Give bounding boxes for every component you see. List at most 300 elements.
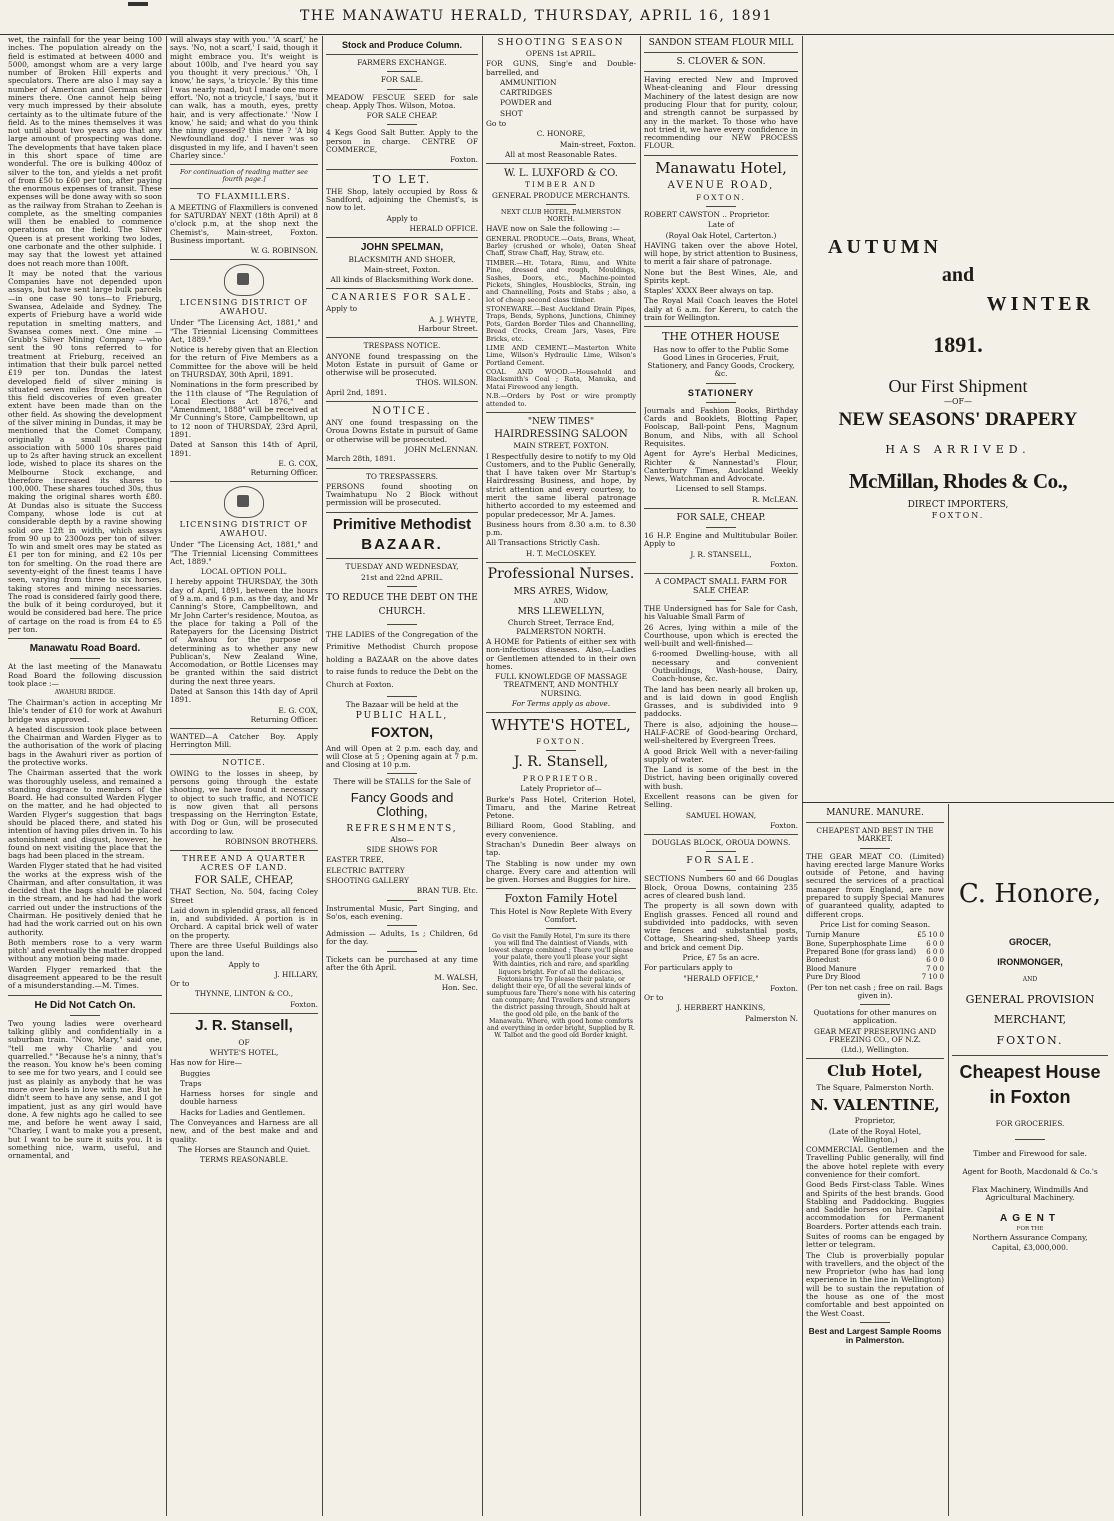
masthead — [0, 0, 1114, 35]
ad-subheading: MAIN STREET, FOXTON. — [513, 441, 609, 451]
ad-text: THE Undersigned has for Sale for Cash, his Valuable Small Farm of — [644, 604, 798, 622]
ad-title: W. L. LUXFORD & CO. — [504, 168, 618, 180]
ad-subheading: HAS ARRIVED. — [885, 443, 1031, 457]
divider — [387, 696, 417, 697]
ad-text: Agent for Booth, Macdonald & Co.'s — [962, 1166, 1098, 1176]
column-6 — [806, 806, 944, 1516]
ad-text: —OF— — [943, 396, 973, 406]
column-rule — [802, 36, 803, 1516]
ad-signature: H. T. McCLOSKEY. — [525, 548, 597, 558]
list-item: ELECTRIC BATTERY — [326, 865, 405, 875]
divider — [8, 995, 162, 996]
ad-text: Laid down in splendid grass, all fenced in, and subdivided. A portion is in Orchard. A capital brick well of water on the property. — [170, 905, 318, 940]
ad-signature: W. G. ROBINSON. — [250, 246, 318, 256]
ad-text: OF — [238, 1037, 250, 1047]
ad-title: FOXTON, — [371, 723, 433, 740]
ad-text: SECTIONS Numbers 60 and 66 Douglas Block, Oroua Downs, containing 235 acres of cleared bush land. — [644, 874, 798, 900]
divider — [546, 204, 576, 205]
ad-text: AND — [1022, 976, 1038, 984]
ad-text: MEADOW FESCUE SEED for sale cheap. Apply Thos. Wilson, Motoa. — [326, 92, 478, 110]
divider — [486, 712, 636, 713]
ad-text: 16 H.P. Engine and Multitubular Boiler. Apply to — [644, 531, 798, 549]
price-row — [806, 956, 944, 964]
ad-title: Manawatu Hotel, — [655, 158, 787, 177]
ad-text: COMMERCIAL Gentlemen and the Travelling Public generally, will find the above hotel replete with every convenience for their comfort. — [806, 1145, 944, 1180]
ad-text: Capital, £3,000,000. — [991, 1243, 1069, 1253]
ad-text: Admission — Adults, 1s ; Children, 6d for the day. — [326, 929, 478, 947]
divider — [644, 573, 798, 574]
price-row — [806, 973, 944, 981]
list-item: BRAN TUB. Etc. — [416, 886, 478, 896]
ad-text: COAL AND WOOD.—Household and Blacksmith's Coal ; Rata, Manuka, and Matai Firewood any length. — [486, 368, 636, 391]
ad-text: Has now to offer to the Public Some Good Lines in Groceries, Fruit, Stationery, and Fancy Goods, Crockery, &c. — [647, 344, 795, 379]
ad-title: J. R. Stansell, — [513, 754, 609, 771]
ad-text: Suites of rooms can be engaged by letter or telegram. — [806, 1232, 944, 1250]
ad-title: and — [941, 264, 975, 287]
article-text: will always stay with you.' 'A scarf,' he says. 'No, not a scarf,' I said, though it might embrace you. It's weight is about 100lb, and I've heard you say you thought it very precious.' 'Oh, I know,' he says, 'a tricycle.' By this time I was nearly mad, but I made one more effort. 'No, not a tricycle,' I says, 'but it can walk, has a mouth, eyes, pretty hair, and is very affectionate.' 'Now I know,' he said; and what do you think the ninny guessed? this time ? 'A big Newfoundland dog.' I never was so disgusted in my life, and I haven't seen Charley since.' — [170, 36, 318, 160]
ad-subheading: FOR SALE CHEAP. — [366, 111, 438, 121]
article-text: Two young ladies were overheard talking glibly and confidentially in a suburban train. "Now, Mary," said one, "tell me why Charlie and you quarrelled." "Because he's a ninny, that's the reason. You know he's been coming to see me for two years, and I could see just as plainly as anybody that he was more over heels in love with me. But he didn't seem to have any sense, and I got impatient, just as any girl would have done. A few nights ago he called to see me, and before he went away I said, "Charley, I want to make you a present, but I want to be sure it suits you. It is something nice, warm, useful, and ornamental, and — [8, 1018, 162, 1161]
divider — [860, 848, 890, 849]
ad-title: Fancy Goods and Clothing, — [350, 789, 454, 820]
divider — [326, 401, 478, 402]
ad-text: The Horses are Staunch and Quiet. — [177, 1144, 311, 1154]
ad-text: N.B.—Orders by Post or wire promptly attended to. — [486, 392, 636, 408]
ad-subheading: PUBLIC HALL, — [355, 710, 449, 721]
ad-text: Notice is hereby given that an Election for the return of Five Members as a Committee for the above will be held on THURSDAY, 30th April, 1891. — [170, 345, 318, 379]
list-item: Buggies — [180, 1068, 211, 1078]
ad-heading: LICENSING DISTRICT OF AWAHOU. — [179, 520, 309, 539]
ad-text: The land has been nearly all broken up, and is laid down in good English Grasses, and is subdivided into 9 paddocks. — [644, 684, 798, 719]
ad-signature: A. J. WHYTE, — [429, 314, 478, 324]
ad-text: THE LADIES of the Congregation of the Primitive Methodist Church propose holding a BAZAAR on the above dates to raise funds to reduce the Debt on the Church at Foxton. — [326, 629, 478, 689]
divider — [387, 124, 417, 125]
newspaper-title: THE MANAWATU HERALD, THURSDAY, APRIL 16, 1891 — [300, 8, 773, 24]
spacer — [952, 806, 1108, 876]
ad-subheading: TRESPASS NOTICE. — [363, 341, 441, 351]
divider — [952, 1055, 1108, 1056]
ad-text: For particulars apply to — [644, 963, 733, 973]
ad-text: Tickets can be purchased at any time after the 6th April. — [326, 954, 478, 972]
ad-subheading: AGENT — [1000, 1212, 1060, 1224]
royal-crest-icon — [224, 486, 264, 518]
ad-text: 26 Acres, lying within a mile of the Courthouse, upon which is erected the well-built and well-finished— — [644, 622, 798, 649]
ad-text: Apply to — [326, 304, 358, 314]
ad-heading: "NEW TIMES" — [527, 416, 595, 427]
article-text: It may be noted that the various Companies have not depended upon assays, but have sent large bulk parcels—in one case 90 tons—to Frieburg, Swansea, Adelaide and Sydney. The experts of Frieburg have a world wide reputation in smelting matters, and Swansea comes next. One mine —Grubb's Silver Mining Company —who sent the 90 tons referred to for treatment at Frieburg, received an intimation that their bulk parcel netted £19 per ton. Dundas the latest developed field of silver mining is situated seven miles from Zeehan. On this field discoveries of even greater extent have been made than on the other field. As showing the development of the silver mining in Dundas, it may be mentioned that the Comet Company, originally a small prospecting association with 5000 10s shares paid up to 2s after having struck an excellent lode, wished to place its shares on the Melbourne Stock exchange, and therefore increased its shares to 100,000. These shares touched 30s, thus making the original shares worth £80. At Dundas also is situate the Success Company, whose lode is cut at considerable depth by a ravine showing solid ore 12ft in width, which assays from 90 up to 2300ozs per ton of silver. To win and smelt ores may be stated as £1 per ton for mining, and £2 10s per ton for smelting. On the road there are seventy-eight of the finest teams I have seen, varying from three to six horses, taking stores and mining necessaries. The road is considered fairly good there, the bulk of it being corduroyed, but it would be considered bad here. The price of cartage on the road is from £4 to £5 per ton. — [8, 268, 162, 634]
column-3 — [326, 36, 478, 1516]
ad-text: Or to — [170, 979, 190, 989]
ad-title: Foxton Family Hotel — [504, 892, 618, 906]
ad-text: Price, £7 5s an acre. — [682, 952, 760, 962]
ad-text: Good Beds First-class Table. Wines and Spirits of the best brands. Good Stabling and Paddocking. Buggies and Saddle horses on hire. Capital accommodation for Permanent Boarders. Porter attends each train. — [806, 1180, 944, 1231]
column-4 — [486, 36, 636, 1516]
ad-subheading: FOR SALE, CHEAP. — [676, 512, 766, 523]
column-2 — [170, 36, 318, 1516]
ad-title: McMillan, Rhodes & Co., — [848, 469, 1068, 494]
ad-heading: STATIONERY — [687, 387, 755, 398]
ad-text: Staples' XXXX Beer always on tap. — [644, 286, 774, 296]
ad-text: Late of — [707, 220, 735, 230]
ad-text: Under "The Licensing Act, 1881," and "The Triennial Licensing Committees Act, 1889." — [170, 318, 318, 344]
ad-heading: THREE AND A QUARTER ACRES OF LAND. — [182, 854, 306, 873]
price-item: Bonedust — [806, 956, 840, 965]
ad-text: LIME AND CEMENT.—Masterton White Lime, Wilson's Hydraulic Lime, Wilson's Portland Cement. — [486, 343, 636, 367]
price-row — [806, 931, 944, 939]
ad-heading: NOTICE. — [372, 405, 432, 417]
article-text: At the last meeting of the Manawatu Road Board the following discussion took place :— — [8, 662, 162, 688]
ad-text: Proprietor, — [854, 1116, 896, 1126]
royal-crest-icon — [224, 264, 264, 296]
ad-text: A good Brick Well with a never-failing supply of water. — [644, 746, 798, 764]
divider — [387, 71, 417, 72]
ad-text: Or to — [644, 993, 664, 1003]
ad-subheading: S. CLOVER & SON. — [676, 57, 766, 68]
continuation-note: For continuation of reading matter see fourth page.] — [180, 168, 308, 184]
ad-title: Club Hotel, — [827, 1062, 923, 1081]
ad-text: (Per ton net cash ; free on rail. Bags given in). — [807, 982, 943, 1000]
ad-headline: NEW SEASONS' DRAPERY — [838, 408, 1078, 430]
ad-heading: FOR SALE, CHEAP, — [194, 875, 294, 887]
ad-title: JOHN SPELMAN, — [360, 242, 444, 254]
divider — [8, 638, 162, 639]
ad-subheading: FARMERS EXCHANGE. — [357, 58, 447, 68]
divider — [326, 512, 478, 513]
ad-signature: Returning Officer. — [250, 714, 318, 724]
ad-text: Main-street, Foxton. — [363, 264, 441, 274]
divider — [387, 925, 417, 926]
ad-text: OPENS 1st APRIL. — [525, 49, 597, 59]
ad-subheading: FULL KNOWLEDGE OF MASSAGE TREATMENT, AND MONTHLY NURSING. — [494, 672, 628, 698]
ad-heading: HAIRDRESSING SALOON — [494, 429, 628, 441]
divider — [387, 773, 417, 774]
list-item: SHOT — [500, 108, 523, 118]
ad-text: Nominations in the form prescribed by the 11th clause of "The Regulation of Local Elections Act 1876," and "Amendment, 1888" will be received at Mr Cunning's Store, Campbelltown, up to 12 noon of THURSDAY, 23rd April, 1891. — [170, 380, 318, 439]
ad-subheading: LOCAL OPTION POLL. — [200, 567, 288, 577]
ad-signature: THYNNE, LINTON & CO., — [194, 989, 294, 999]
ad-text: GENERAL PRODUCE.—Oats, Brans, Wheat, Barley (crushed or whole), Oaten Sheaf Chaff, Straw Chaff, Hay, Straw, etc. — [486, 234, 636, 258]
ad-text: A MEETING of Flaxmillers is convened for SATURDAY NEXT (18th April) at 8 o'clock p.m, at the shop next the Chemist's, Main-street, Foxton. Business important. — [170, 202, 318, 245]
ad-text: HAVE now on Sale the following :— — [486, 224, 620, 234]
ad-text: The Bazaar will be held at the — [345, 699, 459, 709]
ad-text: TIMBER.—Ht. Totara, Rimu, and White Pine, dressed and rough, Mouldings, Sashes, Doors, etc., Machine-pointed Pickets, Shingles, Housblocks, Strain, ing and Channelling, Posts and Stabs ; also, a lot of cheap second class timber. — [486, 258, 636, 304]
ad-text: Go to — [486, 119, 507, 129]
divider — [706, 870, 736, 871]
ad-subheading: FOR SALE. — [380, 75, 424, 85]
ad-subheading: CHEAPEST AND BEST IN THE MARKET. — [816, 826, 934, 844]
ad-signature: JOHN McLENNAN. — [405, 445, 478, 454]
ad-signature: ROBINSON BROTHERS. — [225, 836, 318, 846]
column-rule — [948, 804, 949, 1516]
list-item: EASTER TREE, — [326, 855, 384, 865]
ad-text: And will Open at 2 p.m. each day, and will Close at 5 ; Opening again at 7 p.m. and Closing at 10 p.m. — [326, 743, 478, 770]
divider — [644, 71, 798, 72]
ad-subheading: FOXTON. — [696, 192, 746, 202]
article-heading: Manawatu Road Board. — [29, 643, 141, 655]
ad-heading: SANDON STEAM FLOUR MILL — [648, 38, 794, 48]
ad-subheading: WHYTE'S HOTEL, — [209, 1048, 279, 1058]
ad-text: 21st and 22nd APRIL. — [360, 572, 444, 582]
ad-subheading: Price List for coming Season. — [819, 919, 931, 929]
ad-text: Dated at Sanson this 14th day of April 1891. — [170, 687, 318, 705]
divider — [70, 1015, 100, 1016]
ad-subheading: MRS AYRES, Widow, — [513, 586, 609, 597]
ad-signature: THOS. WILSON. — [416, 378, 478, 388]
ad-signature: E. G. COX, — [278, 458, 318, 468]
article-text: The Chairman's action in accepting Mr Ihle's tender of £10 for work at Awahuri bridge was approved. — [8, 698, 162, 724]
divider — [706, 383, 736, 384]
ad-signature: J. R. STANSELL, — [690, 549, 752, 559]
divider — [387, 900, 417, 901]
ad-heading: TO LET. — [372, 172, 432, 186]
ad-heading: LICENSING DISTRICT OF AWAHOU. — [179, 298, 309, 317]
ad-text: WANTED—A Catcher Boy. Apply Herrington Mill. — [170, 732, 318, 750]
ad-text: Foxton. — [770, 820, 798, 830]
price-value: £5 10 0 — [917, 931, 944, 940]
ad-text: All Transactions Strictly Cash. — [486, 538, 600, 548]
ad-signature: M. WALSH, — [434, 973, 478, 983]
article-heading: He Did Not Catch On. — [34, 999, 136, 1011]
ad-subheading: GROCER, — [1008, 937, 1051, 948]
ad-signature: HERALD OFFICE. — [409, 224, 478, 234]
ad-subheading: REFRESHMENTS, — [346, 823, 458, 834]
ad-text: Quotations for other manures on application. — [813, 1008, 937, 1026]
ad-heading: CANARIES FOR SALE. — [331, 293, 473, 304]
divider — [644, 834, 798, 835]
divider — [170, 1013, 318, 1014]
ad-text: THE GEAR MEAT CO. (Limited) having erected large Manure Works outside of Petone, and having secured the services of a practical manager from England, are now prepared to supply Special Manures of guaranteed quality, adapted to different crops. — [806, 851, 944, 919]
price-value: 6 0 0 — [926, 939, 944, 948]
ad-text: Licensed to sell Stamps. — [675, 484, 767, 494]
article-text: Warden Flyger stated that he had visited the works at the express wish of the Chairman, and after consultation, it was decided that the bags should be placed in the stream, and he had had the work carried out under the instructions of the Chairman. He positively denied that he had had the work carried out on his own authority. — [8, 861, 162, 937]
ad-text: PERSONS found shooting on Twaimhatupu No 2 Block without permission will be prosecuted. — [326, 481, 478, 508]
ad-text: Burke's Pass Hotel, Criterion Hotel, Timaru, and the Marine Retreat Petone. — [486, 794, 636, 821]
ad-subheading: IRONMONGER, — [997, 957, 1063, 968]
ad-subheading: FOR GROCERIES. — [995, 1119, 1065, 1129]
ad-signature: C. HONORE, — [536, 129, 586, 139]
ad-slogan: Best and Largest Sample Rooms in Palmerston. — [808, 1325, 942, 1346]
ad-subheading: FOXTON. — [536, 737, 586, 747]
column-rule — [640, 36, 641, 1516]
ad-text: Having erected New and Improved Wheat-cleaning and Flour dressing Machinery of the latest design are now producing Flour that for purity, colour, and strength cannot be surpassed by any in the market. To those who have not tried it, we have every confidence in recommending our NEW PROCESS FLOUR. — [644, 75, 798, 151]
divider — [546, 750, 576, 751]
ink-mark — [128, 2, 148, 6]
ad-subheading: TO TRESPASSERS. — [365, 471, 439, 481]
ad-subheading: FOXTON. — [996, 1033, 1064, 1047]
article-text: A heated discussion took place between the Chairman and Warden Flyger as to the authorisation of the work of placing bags in the Awahuri river as portion of the protective works. — [8, 724, 162, 767]
divider — [802, 802, 1114, 803]
column-rule — [482, 36, 483, 1516]
ad-text: Lately Proprietor of— — [520, 784, 602, 794]
divider — [806, 1058, 944, 1059]
divider — [326, 288, 478, 289]
divider — [644, 508, 798, 509]
divider — [170, 164, 318, 165]
ad-text: OWING to the losses in sheep, by persons going through the estate shooting, we have found it necessary to object to such traffic, and NOTICE is now given that all persons trespassing on the Herrington Estate, with Dog or Gun, will be prosecuted according to law. — [170, 768, 318, 836]
ad-text: Billiard Room, Good Stabling, and every convenience. — [486, 821, 636, 839]
ad-text: NEXT CLUB HOTEL, PALMERSTON NORTH. — [500, 207, 622, 224]
ad-signature: GEAR MEAT PRESERVING AND FREEZING CO., OF N.Z. — [813, 1026, 937, 1044]
ad-text: There are three Useful Buildings also upon the land. — [170, 941, 318, 959]
price-row — [806, 948, 944, 956]
ad-headline: Cheapest House in Foxton — [959, 1061, 1101, 1108]
ad-text: There will be STALLS for the Sale of — [333, 777, 471, 787]
ad-text: TERMS REASONABLE. — [199, 1155, 289, 1165]
divider — [486, 163, 636, 164]
ad-text: 4 Kegs Good Salt Butter. Apply to the person in charge. CENTRE OF COMMERCE, — [326, 128, 478, 155]
ad-text: Main-street, Foxton. — [559, 139, 636, 149]
ad-text: Northern Assurance Company, — [972, 1233, 1088, 1243]
divider — [1015, 1139, 1045, 1140]
divider — [326, 337, 478, 338]
ad-text: TUESDAY AND WEDNESDAY, — [345, 562, 459, 572]
column-5 — [644, 36, 798, 1516]
column-rule — [166, 36, 167, 1516]
ad-poem: Go visit the Family Hotel, I'm sure its there you will find The daintiest of Viands, with lowest charge combined ; There you'll please your palate, there you'll please your sight With dainties, rich and rare, and sparkling liquors bright. For of all the delicacies, Foxtonians try To please their palate, or delight their eye, Of all the several kinds of sumptuous fare There's none with his catering can compare; And Travellers and strangers the district passing through, Should halt at the good old pile, on the bank of the Manawatu. Where, with good home comforts and everything in order bright, Supplied by R. W. Talbot and the good old Border knight. — [486, 933, 636, 1039]
ad-text: HAVING taken over the above Hotel, will hope, by strict attention to Business, to merit a fair share of patronage. — [644, 240, 798, 267]
ad-signature: E. G. COX, — [278, 705, 318, 715]
ad-text: I hereby appoint THURSDAY, the 30th day of April, 1891, between the hours of 9 a.m. and 6 p.m. as the day, and Mr Canning's Store, Campbelltown, and Mr John Carter's residence, Moutoa, as the place for taking a Poll of the Ratepayers for the Licensing District of Awahou for the purpose of determining as to whether any new Publican's, New Zealand Wine, Accomodation, or Bottle Licenses may be granted within the said district during the next three years. — [170, 577, 318, 686]
price-value: 6 0 0 — [926, 956, 944, 965]
price-value: 7 0 0 — [926, 964, 944, 973]
column-1 — [8, 36, 162, 1516]
ad-text: (Late of the Royal Hotel, Wellington,) — [828, 1126, 922, 1144]
divider — [326, 558, 478, 559]
ad-subheading: FOXTON. — [931, 511, 985, 521]
list-item: Traps — [180, 1078, 202, 1088]
ad-text: April 2nd, 1891. — [326, 387, 387, 397]
ad-title: BAZAAR. — [361, 536, 443, 554]
ad-text: ANY one found trespassing on the Oroua Downs Estate in pursuit of Game or otherwise will be prosecuted. — [326, 418, 478, 444]
ad-text: 6-roomed Dwelling-house, with all necessary and convenient Outbuildings, Wash-house, Dairy, Coach-house, &c. — [652, 649, 798, 684]
price-list — [806, 931, 944, 981]
ad-text: Also— — [390, 834, 414, 844]
spacer — [952, 913, 1108, 927]
divider — [706, 402, 736, 403]
price-item: Bone, Superphosphate Lime — [806, 939, 907, 948]
divider — [860, 1004, 890, 1005]
divider — [170, 850, 318, 851]
ad-text: Apply to — [228, 959, 260, 969]
divider — [170, 188, 318, 189]
ad-text: March 28th, 1891. — [326, 454, 396, 464]
list-item: Harness horses for single and double harness — [180, 1089, 318, 1107]
ad-heading: FOR SALE. — [686, 856, 756, 867]
ad-text: The Royal Mail Coach leaves the Hotel daily at 6 a.m. for Kereru, to catch the train for Wellington. — [644, 296, 798, 323]
divider — [706, 600, 736, 601]
drapery-ad — [808, 36, 1108, 796]
list-item: CARTRIDGES — [500, 88, 553, 98]
ad-text: (Royal Oak Hotel, Carterton.) — [665, 230, 777, 240]
ad-text: Journals and Fashion Books, Birthday Cards and Booklets, Blotting Paper, Foolscap, Ball-point Pens, Magnum Bonum, and Nibs, with all School Requisites. — [644, 405, 798, 448]
list-item: POWDER and — [500, 98, 552, 108]
divider — [387, 586, 417, 587]
divider — [806, 822, 944, 823]
ad-signature: SAMUEL HOWAN, — [685, 810, 757, 820]
divider — [387, 89, 417, 90]
divider — [644, 52, 798, 53]
ad-text: Foxton. — [770, 559, 798, 569]
ad-text: For Terms apply as above. — [511, 698, 611, 708]
column-rule — [322, 36, 323, 1516]
ad-title: C. Honore, — [958, 879, 1102, 909]
ad-text: There is also, adjoining the house—HALF-ACRE of Good-bearing Orchard, well-sheltered by Evergreen Trees. — [644, 719, 798, 746]
ad-text: Excellent reasons can be given for Selling. — [644, 791, 798, 810]
divider — [326, 468, 478, 469]
ad-signature: R. McLEAN. — [752, 494, 798, 504]
ad-subheading: TO REDUCE THE DEBT ON THE CHURCH. — [326, 592, 478, 618]
ad-text: FOR THE — [1016, 1225, 1044, 1232]
divider — [170, 481, 318, 482]
price-value: 7 10 0 — [921, 973, 944, 982]
ad-subheading: TIMBER AND — [525, 180, 597, 190]
price-row — [806, 940, 944, 948]
ad-subheading: PROPRIETOR. — [522, 774, 600, 784]
ad-signature: "HERALD OFFICE," — [683, 973, 759, 983]
ad-text: Foxton. — [290, 999, 318, 1009]
ad-text: I Respectfully desire to notify to my Old Customers, and to the Public Generally, that I have taken over Mr Startup's Hairdressing Business, and hope, by strict attention and every courtesy, to merit the same liberal patronage hitherto accorded to my esteemed and popular predecessor, Mr A. James. — [486, 451, 636, 519]
subheading: AWAHURI BRIDGE. — [54, 689, 116, 697]
article-text: The Chairman asserted that the work was thoroughly useless, and remained a standing disgrace to members of the Board. He had consulted Warden Flyger on the matter, and he had objected to Warden Flyger's suggestion that bags should be placed there, and stated his intention of having piles driven in. To his astonishment and disgust, however, he found on next visiting the place that the bags had been placed in the stream. — [8, 768, 162, 861]
ad-text: The Square, Palmerston North. — [816, 1083, 934, 1093]
article-text: wet, the rainfall for the year being 100 inches. The population already on the field is estimated at between 4000 and 5000, amongst whom are a very large number of Broken Hill experts and speculators. There are also I may say a number of American and German silver miners there. One cannot help being very much impressed by their absolute certainty as to the ultimate future of the field. As to the mines themselves it was not until about two years ago that any large amount of prospecting was done. The developments that have taken place in this short space of time are wonderful. The ore is bulking 400oz of silver to the ton, and yields a net profit of from £50 to £60 per ton, after paying the enormous expenses of transit. These expenses will be done away with so soon as the railway from Strahan to Zeehan is complete, as the smelting companies will then be enabled to commence operations on the field. The Silver Queen is at present working two lodes, one carbonate and the other sulphide. I may say that the lowest yet attained does not reach more than 100ft. — [8, 36, 162, 268]
ad-signature: Returning Officer. — [250, 468, 318, 478]
ad-title: WHYTE'S HOTEL, — [491, 716, 631, 735]
divider — [546, 928, 576, 929]
ad-subheading: A COMPACT SMALL FARM FOR SALE CHEAP. — [655, 577, 787, 596]
ad-text: ANYONE found trespassing on the Moton Estate in pursuit of Game or otherwise will be prosecuted. — [326, 351, 478, 378]
ad-text: Apply to — [386, 213, 418, 223]
ad-text: Has now for Hire— — [170, 1058, 243, 1068]
ad-signature: J. HILLARY, — [274, 969, 318, 979]
divider — [387, 624, 417, 625]
column-7 — [952, 806, 1108, 1516]
ad-text: FOR GUNS, Sing'e and Double-barrelled, and — [486, 59, 636, 77]
divider — [170, 754, 318, 755]
ad-heading: TO FLAXMILLERS. — [197, 191, 291, 201]
ad-title: Primitive Methodist — [332, 515, 472, 533]
ad-text: The property is all sown down with English grasses. Fenced all round and subdivided into paddocks, with seven wire fences and substantial posts, Cottage, Shearing-shed, Sheep yards and brick and cement Dip. — [644, 901, 798, 952]
divider — [326, 54, 478, 55]
spacer — [808, 36, 1108, 236]
price-value: 6 0 0 — [926, 947, 944, 956]
divider — [486, 412, 636, 413]
ad-subheading: DOUGLAS BLOCK, OROUA DOWNS. — [651, 838, 791, 848]
divider — [644, 326, 798, 327]
ad-text: Timber and Firewood for sale. — [973, 1148, 1087, 1158]
ad-title: THE OTHER HOUSE — [662, 330, 780, 344]
price-item: Prepared Bone (for grass land) — [806, 947, 916, 956]
ad-text: None but the Best Wines, Ale, and Spirits kept. — [644, 267, 798, 285]
price-item: Blood Manure — [806, 964, 857, 973]
ad-text: Flax Machinery, Windmills And Agricultural Machinery. — [971, 1185, 1089, 1203]
divider — [170, 259, 318, 260]
divider — [860, 1322, 890, 1323]
ad-text: SIDE SHOWS FOR — [366, 845, 438, 855]
ad-text: The Club is proverbially popular with travellers, and the object of the new Proprietor (who has had long experience in the line in Wellington) will be to sustain the reputation of the house as one of the most comfortable and best appointed on the West Coast. — [806, 1250, 944, 1318]
ad-text: All at most Reasonable Rates. — [505, 149, 617, 159]
ad-text: Under "The Licensing Act, 1881," and "The Triennial Licensing Committees Act, 1889." — [170, 540, 318, 566]
ad-heading: MANURE. MANURE. — [826, 808, 924, 818]
ad-text: Strachan's Dunedin Beer always on tap. — [486, 839, 636, 858]
ad-text: All kinds of Blacksmithing Work done. — [330, 275, 474, 285]
ad-text: The Land is some of the best in the District, having been originally covered with bush. — [644, 765, 798, 791]
divider — [486, 562, 636, 563]
divider — [70, 658, 100, 659]
ad-subheading: MERCHANT, — [993, 1013, 1067, 1027]
divider — [706, 527, 736, 528]
divider — [486, 888, 636, 889]
